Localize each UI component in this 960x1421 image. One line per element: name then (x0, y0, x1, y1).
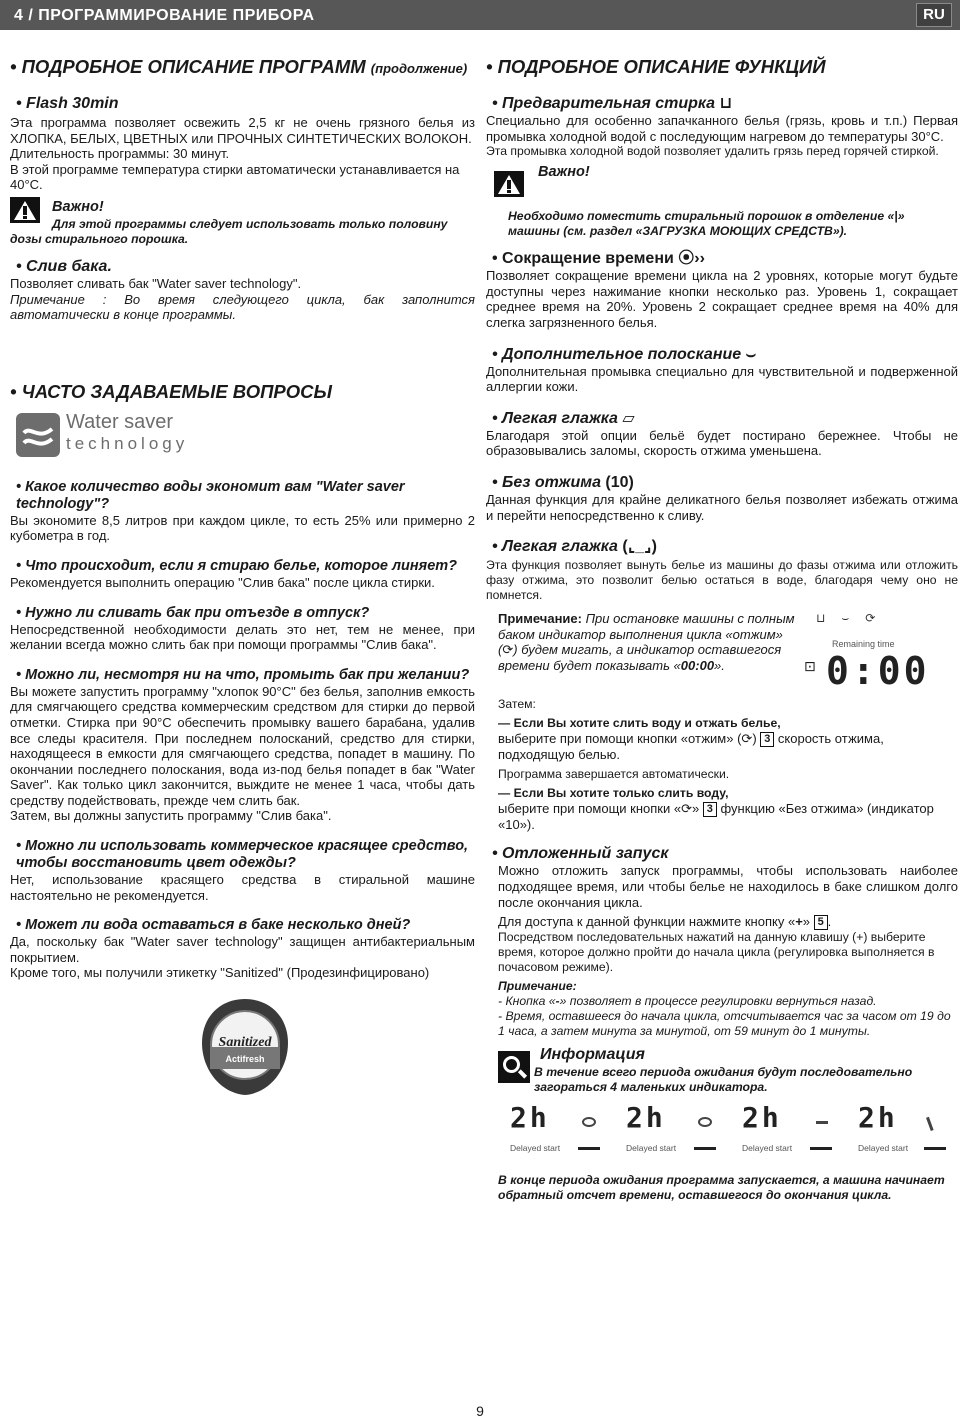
faq-section-title: • ЧАСТО ЗАДАВАЕМЫЕ ВОПРОСЫ (10, 380, 332, 402)
remaining-time-label: Remaining time (832, 639, 895, 650)
info-text: В течение всего периода ожидания будут последовательно загораться 4 маленьких индикатора. (534, 1065, 913, 1095)
delay-key-badge: 5 (814, 915, 828, 930)
lock-icon: ⊡ (804, 658, 816, 675)
delayed-display-1 (510, 1103, 620, 1157)
delayed-display-bar (694, 1147, 716, 1150)
spin-icon: ⟳ (741, 731, 753, 747)
timesave-body: Позволяет сокращение времени цикла на 2 уровнях, которые могут будьте доступны через нажимание кнопки несколько раз. Уровень 1, сокращает среднее время на 20%. Уровень 2 сокращает среднее время на 40% для слегка загрязненного белья. (486, 268, 958, 330)
spin-icon: ⟳ (502, 642, 514, 658)
iron-icon: ⏥ (622, 409, 635, 427)
delay-final-text: В конце периода ожидания программа запускается, а машина начинает обратный отсчет времени, оставшегося до окончания цикла. (498, 1173, 945, 1203)
delayed-display-label: Delayed start (626, 1143, 677, 1154)
control-panel-display (804, 611, 954, 693)
flash-temp: В этой программе температура стирки автоматически устанавливается на 40°C. (10, 161, 460, 193)
delay-body3: Посредством последовательных нажатий на данную клавишу (+) выберите время, которое должно пройти до начала цикла (регулировка выполняется в почасовом режиме). (498, 930, 935, 975)
programs-section-title: • ПОДРОБНОЕ ОПИСАНИЕ ПРОГРАММ (продолжение) (10, 56, 468, 77)
water-saver-logo-icon (16, 413, 60, 457)
rinsehold-title: • Легкая глажка (⌞_⌟) (492, 538, 657, 556)
delayed-display-value: 2h (742, 1101, 782, 1135)
faq-answer-2: Рекомендуется выполнить операцию "Слив бака" после цикла стирки. (10, 574, 435, 590)
rinse-icon: ⌣ (745, 345, 757, 363)
delay-note1: - Кнопка «-» позволяет в процессе регулировки вернуться назад. (498, 994, 877, 1009)
nospin-indicator-icon: 10 (505, 816, 520, 832)
faq-question-4: • Можно ли, несмотря ни на что, промыть бак при желании? (16, 666, 470, 683)
timesave-icon: ⦿›› (678, 250, 705, 268)
remaining-time-display: 0:00 (826, 649, 930, 694)
flash-duration: Длительность программы: 30 минут. (10, 146, 230, 162)
panel-indicator-icons: ⊔⌣⟳ (816, 611, 892, 626)
delayed-display-value: 2h (626, 1101, 666, 1135)
nospin-icon: (10) (605, 473, 634, 491)
drain-note: Примечание : Во время следующего цикла, бак заполнится автоматически в конце программы. (10, 291, 475, 323)
sanitized-seal-text: Sanitized (218, 1035, 272, 1051)
flash-warning-title: Важно! (52, 198, 104, 215)
delayed-display-label: Delayed start (742, 1143, 793, 1154)
rinsehold-opt2-title: — Если Вы хотите только слить воду, (498, 785, 729, 800)
flash-warning-text: Для этой программы следует использовать только половину дозы стирального порошка. (10, 216, 448, 246)
easyiron-body: Благодаря этой опции бельё будет постирано бережнее. Чтобы не образовывались заломы, скорость отжима уменьшена. (486, 427, 958, 459)
page-number: 9 (476, 1403, 484, 1419)
delayed-display-bar (924, 1147, 946, 1150)
rinsehold-opt2-text: ыберите при помощи кнопки «⟳» 3 функцию «Без отжима» (индикатор «10»). (498, 800, 934, 832)
warning-icon (494, 171, 524, 197)
faq-question-6: • Может ли вода оставаться в баке несколько дней? (16, 917, 411, 934)
delay-note2: - Время, оставшееся до начала цикла, отсчитывается час за часом от 19 до 1 часа, а затем минута за минутой, от 59 минут до 1 минуты. (498, 1009, 951, 1039)
delay-note-label: Примечание: (498, 979, 577, 994)
rinsehold-opt1-text: выберите при помощи кнопки «отжим» (⟳) 3 скорость отжима, подходящую белью. (498, 731, 884, 763)
delayed-display-value: 2h (858, 1101, 898, 1135)
delayed-display-2 (626, 1103, 736, 1157)
left-column (10, 56, 475, 1107)
timesave-title: • Сокращение времени ⦿›› (492, 250, 705, 268)
prewash-warning-text: Необходимо поместить стиральный порошок в отделение «|» машины (см. раздел «ЗАГРУЗКА МОЮЩИХ СРЕДСТВ»). (508, 209, 905, 239)
faq-question-2: • Что происходит, если я стираю белье, которое линяет? (16, 557, 458, 574)
sanitized-seal (10, 997, 475, 1107)
rinsehold-auto: Программа завершается автоматически. (498, 766, 730, 781)
water-saver-logo-line1: Water saver (66, 410, 174, 433)
faq-answer-1: Вы экономите 8,5 литров при каждом цикле, то есть 25% или примерно 2 кубометра в год. (10, 512, 475, 544)
rinsehold-body: Эта функция позволяет вынуть белье из машины до фазы отжима или отложить фазу отжима, это позволит белью остаться в воде, благодаря чему оно не помнется. (486, 558, 958, 603)
info-block (486, 1047, 958, 1097)
flash-warning (10, 197, 475, 246)
rinse-body: Дополнительная промывка специально для чувствительной и подверженной аллергии кожи. (486, 363, 958, 395)
faq-question-1: • Какое количество воды экономит вам "Water saver technology"? (16, 478, 405, 512)
water-saver-logo (10, 411, 475, 463)
delay-body2: Для доступа к данной функции нажмите кнопку «+» 5 . (498, 914, 832, 930)
delayed-display-4 (858, 1103, 958, 1157)
prewash-body1: Специально для особенно запачканного белья (грязь, кровь и т.п.) Первая промывка холодной водой с последующим нагревом до температуры 30°C. (486, 113, 958, 144)
delayed-display-3 (742, 1103, 852, 1157)
rinsehold-note: Примечание: При остановке машины с полным баком индикатор выполнения цикла «отжим» (⟳) будем мигать, а индикатор оставшегося времени будет показывать «00:00». (498, 611, 795, 673)
rinsehold-then: Затем: (498, 697, 536, 712)
spin-key-badge-2: 3 (703, 802, 717, 817)
rinsehold-icon: (⌞_⌟) (622, 538, 657, 556)
flash-body: Эта программа позволяет освежить 2,5 кг не очень грязного белья из ХЛОПКА, БЕЛЫХ, ЦВЕТНЫХ или ПРОЧНЫХ СИНТЕТИЧЕСКИХ ВОЛОКОН. (10, 115, 475, 146)
nospin-body: Данная функция для крайне деликатного белья позволяет избежать отжима и перейти непосредственно к сливу. (486, 491, 958, 523)
prewash-body2: Эта промывка холодной водой позволяет удалить грязь перед горячей стиркой. (486, 144, 939, 159)
prewash-warning-title: Важно! (538, 164, 590, 181)
spin-icon: ⟳ (681, 800, 692, 816)
prewash-warning (486, 161, 958, 209)
nospin-title: • Без отжима (10) (492, 473, 634, 491)
page-header-title: 4 / ПРОГРАММИРОВАНИЕ ПРИБОРА (14, 7, 315, 24)
flash-title: • Flash 30min (16, 95, 119, 112)
rinse-title: • Дополнительное полоскание ⌣ (492, 345, 757, 363)
language-badge: RU (916, 3, 952, 27)
faq-answer-6b: Кроме того, мы получили этикетку "Sanitized" (Продезинфицировано) (10, 965, 430, 981)
faq-answer-3: Непосредственной необходимости делать это нет, тем не менее, при желании всегда можно слить бак при помощи программы "Слив бака". (10, 621, 475, 653)
delayed-display-label: Delayed start (510, 1143, 561, 1154)
drain-body: Позволяет сливать бак "Water saver technology". (10, 275, 302, 291)
right-column (486, 56, 958, 1203)
sanitized-seal-sub: Actifresh (225, 1054, 265, 1065)
delayed-display-label: Delayed start (858, 1143, 909, 1154)
faq-answer-4: Вы можете запустить программу "хлопок 90°C" без белья, заполнив емкость для смягчающего средства коммерческим средством для стирки до первой отметки. Стирка при 90°C обеспечить промывку вашего барабана, удалив все следы красителя. При последнем полосканий, средство для стирки, находящееся в емкости для смягчающего средства, попадет в машину. По окончании последнего полоскания, вода из-под белья попадет в бак "Water Saver". Как только цикл закончится, выждите не менее 1 часа, чтобы дать средству подействовать, прежде чем слить бак. (10, 683, 475, 808)
prewash-icon: ⊔ (719, 95, 733, 112)
delay-body1: Можно отложить запуск программы, чтобы использовать наиболее подходящее время, или чтобы белье не находилось в баке слишком долго после окончания цикла. (498, 863, 958, 910)
info-title: Информация (540, 1046, 645, 1064)
delay-title: • Отложенный запуск (492, 845, 669, 863)
delayed-display-value: 2h (510, 1101, 550, 1135)
rinsehold-note-block (486, 611, 958, 695)
spin-key-badge: 3 (760, 732, 774, 747)
drain-title: • Слив бака. (16, 257, 112, 275)
faq-question-5: • Можно ли использовать коммерческое красящее средство, чтобы восстановить цвет одежды? (16, 838, 469, 872)
easyiron-title: • Легкая глажка ⏥ (492, 409, 635, 427)
delayed-display-bar (810, 1147, 832, 1150)
functions-section-title: • ПОДРОБНОЕ ОПИСАНИЕ ФУНКЦИЙ (486, 56, 826, 77)
faq-answer-6: Да, поскольку бак "Water saver technology" защищен антибактериальным покрытием. (10, 934, 475, 965)
magnifier-icon (498, 1051, 530, 1083)
delayed-display-indicator (816, 1121, 828, 1124)
faq-question-3: • Нужно ли сливать бак при отъезде в отпуск? (16, 604, 370, 621)
faq-answer-4b: Затем, вы должны запустить программу "Слив бака". (10, 808, 332, 824)
page-header (0, 0, 960, 30)
prewash-title: • Предварительная стирка ⊔ (492, 95, 733, 112)
faq-answer-5: Нет, использование красящего средства в стиральной машине настоятельно не рекомендуется. (10, 872, 475, 903)
water-saver-logo-line2: technology (66, 433, 189, 453)
delayed-start-displays (486, 1103, 958, 1167)
delayed-display-bar (578, 1147, 600, 1150)
rinsehold-opt1-title: — Если Вы хотите слить воду и отжать белье, (498, 716, 781, 731)
compartment-one-icon: | (894, 209, 898, 224)
